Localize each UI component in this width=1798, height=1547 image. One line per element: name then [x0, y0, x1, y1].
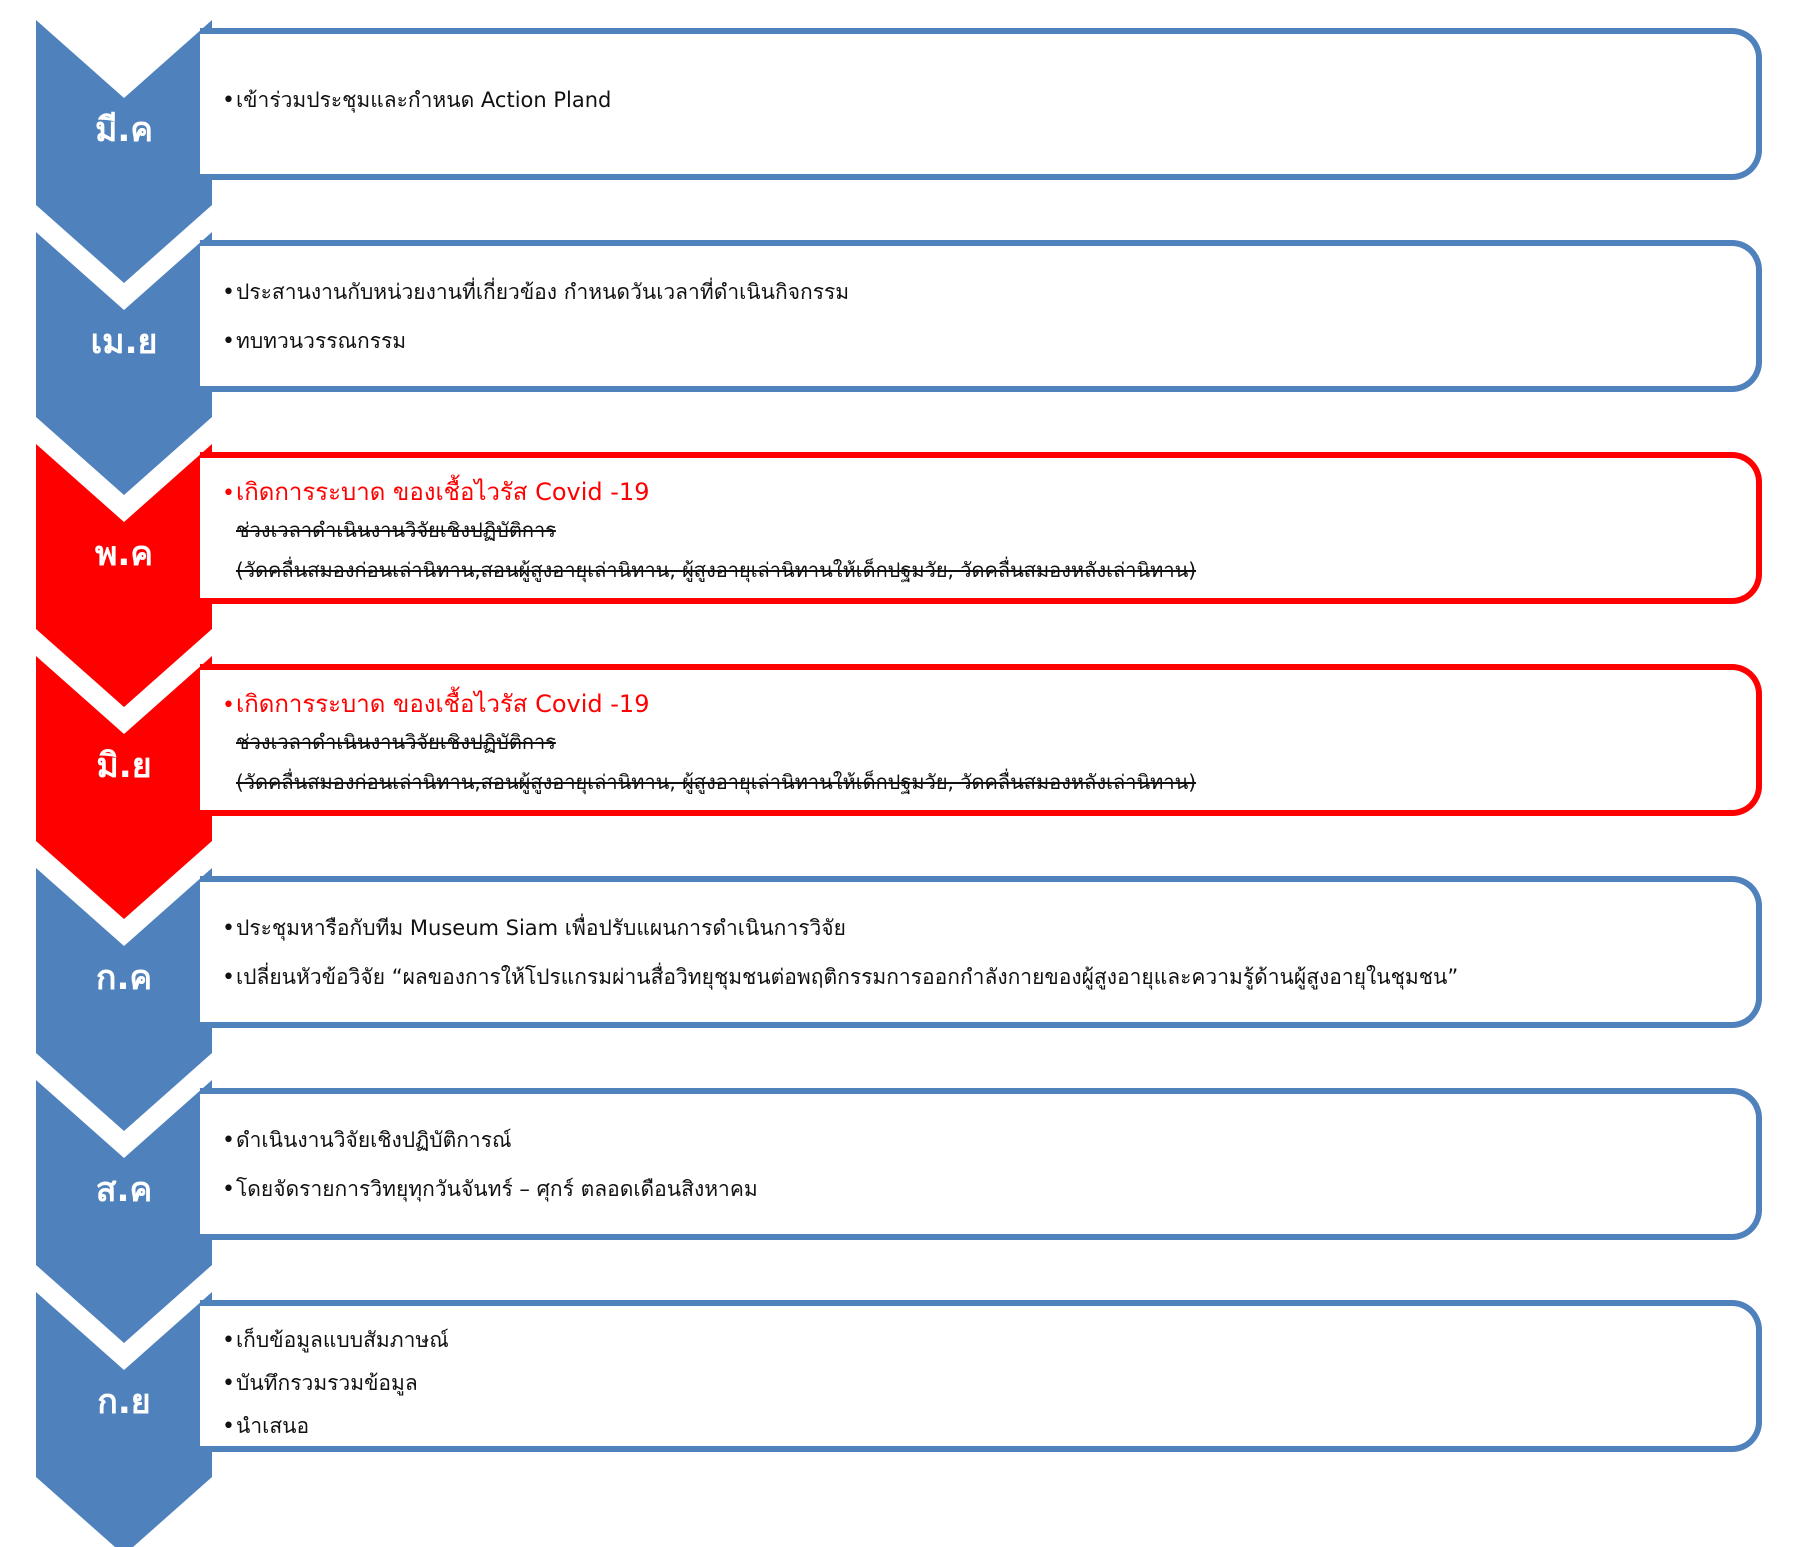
step-text: เข้าร่วมประชุมและกำหนด Action Pland: [236, 88, 612, 112]
bullet: •: [222, 1414, 235, 1439]
step-lines: [222, 914, 1736, 1012]
step-line: [236, 516, 1736, 544]
step-line: [222, 914, 1736, 943]
step-text: โดยจัดรายการวิทยุทุกวันจันทร์ – ศุกร์ ตลอดเดือนสิงหาคม: [236, 1177, 758, 1201]
step-box-2: [200, 240, 1762, 392]
bullet: •: [222, 965, 235, 990]
step-text: ทบทวนวรรณกรรม: [236, 329, 407, 353]
bullet: •: [222, 1328, 235, 1353]
step-lines: [222, 278, 1736, 376]
step-lines: [222, 690, 1736, 808]
step-line: [222, 1175, 1736, 1204]
bullet: •: [222, 481, 235, 506]
step-line: [222, 327, 1736, 356]
bullet: •: [222, 1128, 235, 1153]
step-line: [222, 1126, 1736, 1155]
step-text: เกิดการระบาด ของเชื้อไวรัส Covid -19: [236, 690, 650, 718]
step-line: [222, 1326, 1736, 1355]
month-label: มิ.ย: [96, 746, 152, 786]
step-line: [236, 556, 1736, 584]
step-text: ช่วงเวลาดำเนินงานวิจัยเชิงปฏิบัติการ: [236, 730, 556, 754]
month-label: ก.ค: [95, 958, 153, 998]
bullet: •: [222, 693, 235, 718]
month-label: มี.ค: [94, 110, 154, 150]
bullet: •: [222, 88, 235, 113]
month-label: พ.ค: [94, 534, 154, 574]
step-lines: [222, 86, 1736, 135]
step-text: (วัดคลื่นสมองก่อนเล่านิทาน,สอนผู้สูงอายุเล่านิทาน, ผู้สูงอายุเล่านิทานให้เด็กปฐมวัย, วัดคลื่นสมองหลังเล่านิทาน): [236, 770, 1197, 794]
step-box-5: [200, 876, 1762, 1028]
step-line: [222, 963, 1736, 992]
step-lines: [222, 1126, 1736, 1224]
step-text: ประสานงานกับหน่วยงานที่เกี่ยวข้อง กำหนดวันเวลาที่ดำเนินกิจกรรม: [236, 280, 850, 304]
step-text: บันทึกรวมรวมข้อมูล: [236, 1371, 418, 1395]
bullet: •: [222, 1371, 235, 1396]
step-lines: [222, 478, 1736, 596]
step-box-3: [200, 452, 1762, 604]
month-label: ส.ค: [95, 1170, 153, 1210]
month-label: เม.ย: [90, 322, 158, 362]
step-line: [236, 728, 1736, 756]
step-line: [222, 86, 1736, 115]
step-text: ช่วงเวลาดำเนินงานวิจัยเชิงปฏิบัติการ: [236, 518, 556, 542]
step-text: เก็บข้อมูลแบบสัมภาษณ์: [236, 1328, 449, 1352]
step-text: ดำเนินงานวิจัยเชิงปฏิบัติการณ์: [236, 1128, 512, 1152]
bullet: •: [222, 329, 235, 354]
chevron-1: [36, 20, 212, 283]
step-line: [222, 690, 1736, 720]
bullet: •: [222, 280, 235, 305]
step-lines: [222, 1326, 1736, 1455]
bullet: •: [222, 916, 235, 941]
step-text: ประชุมหารือกับทีม Museum Siam เพื่อปรับแผนการดำเนินการวิจัย: [236, 916, 846, 940]
month-label: ก.ย: [97, 1382, 151, 1422]
step-text: (วัดคลื่นสมองก่อนเล่านิทาน,สอนผู้สูงอายุเล่านิทาน, ผู้สูงอายุเล่านิทานให้เด็กปฐมวัย, วัดคลื่นสมองหลังเล่านิทาน): [236, 558, 1197, 582]
step-box-7: [200, 1300, 1762, 1452]
step-box-1: [200, 28, 1762, 180]
step-box-4: [200, 664, 1762, 816]
step-line: [222, 478, 1736, 508]
step-line: [222, 278, 1736, 307]
step-text: นำเสนอ: [236, 1414, 310, 1438]
step-text: เปลี่ยนหัวข้อวิจัย “ผลของการให้โปรแกรมผ่านสื่อวิทยุชุมชนต่อพฤติกรรมการออกกำลังกายของผู้สูงอายุและความรู้ด้านผู้สูงอายุในชุมชน”: [236, 965, 1459, 989]
bullet: •: [222, 1177, 235, 1202]
step-line: [222, 1369, 1736, 1398]
step-box-6: [200, 1088, 1762, 1240]
step-text: เกิดการระบาด ของเชื้อไวรัส Covid -19: [236, 478, 650, 506]
step-line: [236, 768, 1736, 796]
step-line: [222, 1412, 1736, 1441]
